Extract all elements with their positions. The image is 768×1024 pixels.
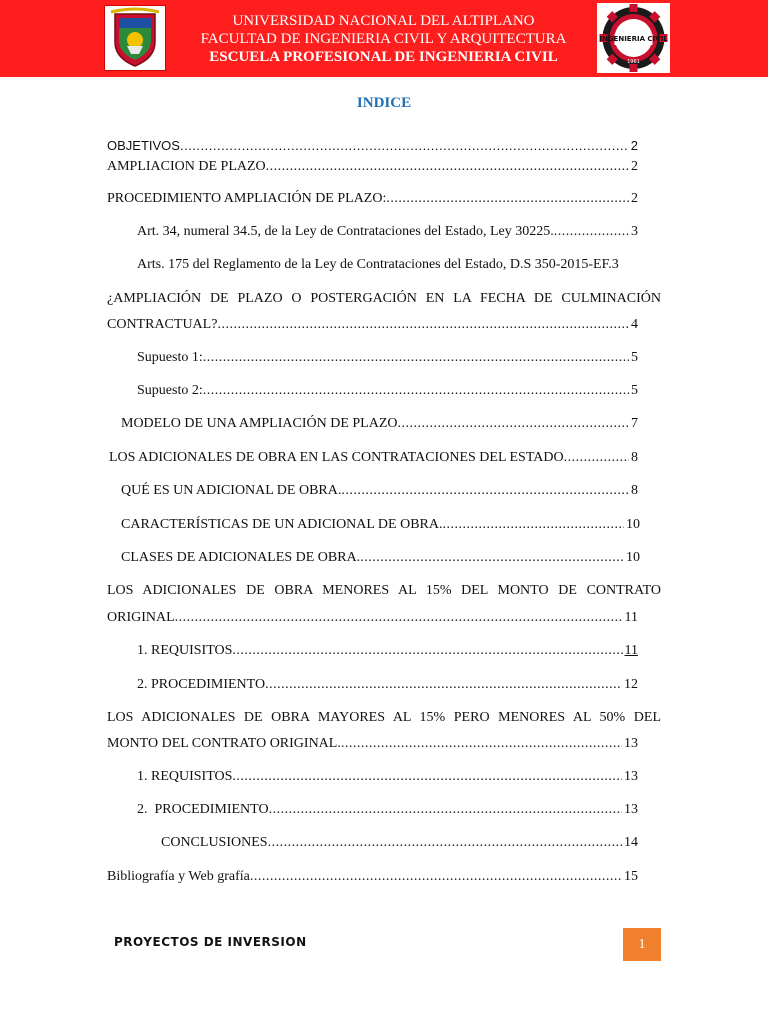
toc-entry-page: 2	[631, 159, 638, 174]
document-header	[0, 0, 768, 77]
toc-entry-page: 10	[626, 517, 640, 532]
toc-entry-title: PROCEDIMIENTO AMPLIACIÓN DE PLAZO:	[107, 191, 387, 206]
toc-entry[interactable]	[121, 415, 638, 433]
toc-entry-page: 4	[631, 317, 638, 332]
toc-entry[interactable]	[137, 382, 638, 400]
toc-entry[interactable]	[137, 768, 638, 786]
toc-entry-title: 2. PROCEDIMIENTO	[137, 802, 269, 817]
university-name: UNIVERSIDAD NACIONAL DEL ALTIPLANO	[232, 13, 535, 29]
toc-entry[interactable]	[109, 449, 638, 467]
toc-entry-title-line1[interactable]: LOS ADICIONALES DE OBRA MENORES AL 15% DEL MONTO DE CONTRATO	[107, 583, 661, 598]
civil-engineering-gear-icon	[597, 3, 670, 73]
university-crest-icon	[104, 5, 166, 71]
toc-entry[interactable]	[121, 516, 640, 534]
toc-entry-page: 10	[626, 550, 640, 565]
footer-course-label: PROYECTOS DE INVERSION	[114, 935, 307, 949]
toc-entry[interactable]	[107, 868, 638, 886]
toc-entry[interactable]	[161, 834, 638, 852]
toc-entry[interactable]	[137, 642, 638, 660]
toc-entry-title: LOS ADICIONALES DE OBRA EN LAS CONTRATACIONES DEL ESTADO	[109, 450, 564, 465]
toc-entry-page: 8	[631, 450, 638, 465]
toc-entry-title-line1[interactable]: ¿AMPLIACIÓN DE PLAZO O POSTERGACIÓN EN LA FECHA DE CULMINACIÓN	[107, 291, 661, 306]
toc-entry-page: 7	[631, 416, 638, 431]
toc-entry[interactable]	[107, 609, 638, 627]
toc-entry-title: QUÉ ES UN ADICIONAL DE OBRA.	[121, 483, 342, 498]
toc-entry[interactable]	[121, 482, 638, 500]
toc-entry-title: Supuesto 2:	[137, 383, 203, 398]
toc-entry-title: 1. REQUISITOS	[137, 769, 233, 784]
toc-entry[interactable]	[137, 676, 638, 694]
toc-entry[interactable]	[107, 735, 638, 753]
toc-entry-title: CLASES DE ADICIONALES DE OBRA.	[121, 550, 361, 565]
toc-entry[interactable]	[137, 801, 638, 819]
toc-entry[interactable]	[121, 549, 640, 567]
toc-entry-page: 13	[624, 802, 638, 817]
toc-entry-title-line2: CONTRACTUAL?	[107, 317, 218, 332]
toc-entry-title: CARACTERÍSTICAS DE UN ADICIONAL DE OBRA.	[121, 517, 443, 532]
toc-entry-page: 8	[631, 483, 638, 498]
header-text	[170, 12, 597, 66]
toc-entry[interactable]	[137, 223, 638, 241]
toc-entry[interactable]	[107, 137, 638, 155]
toc-entry-page: 2	[631, 191, 638, 206]
toc-entry-page: 11	[624, 643, 638, 658]
toc-entry-title: Art. 34, numeral 34.5, de la Ley de Contrataciones del Estado, Ley 30225.	[137, 224, 554, 239]
toc-entry-title-line1[interactable]: LOS ADICIONALES DE OBRA MAYORES AL 15% PERO MENORES AL 50% DEL	[107, 710, 661, 725]
toc-entry-title: Bibliografía y Web grafía	[107, 869, 250, 884]
toc-entry-page: 3	[611, 257, 619, 272]
logo-year: 1961	[627, 59, 640, 65]
toc-entry[interactable]	[137, 256, 658, 274]
page-title: INDICE	[356, 95, 412, 111]
toc-entry-page: 12	[624, 677, 638, 692]
toc-entry-page: 11	[624, 610, 638, 625]
logo-text: INGENIERIA CIVIL	[599, 35, 668, 43]
toc-entry-title-line2: MONTO DEL CONTRATO ORIGINAL.	[107, 736, 341, 751]
toc-entry-page: 14	[624, 835, 638, 850]
toc-entry[interactable]	[107, 190, 638, 208]
toc-entry-page: 15	[624, 869, 638, 884]
toc-entry-page: 2	[630, 138, 638, 153]
toc-entry-page: 3	[631, 224, 638, 239]
page-number: 1	[638, 936, 646, 952]
page-number-badge	[623, 928, 661, 961]
toc-entry-title: 1. REQUISITOS	[137, 643, 233, 658]
toc-entry[interactable]	[107, 316, 638, 334]
toc-entry-title: OBJETIVOS	[107, 138, 180, 153]
toc-entry-title: Arts. 175 del Reglamento de la Ley de Contrataciones del Estado, D.S 350-2015-EF.	[137, 257, 612, 272]
toc-entry-page: 5	[631, 350, 638, 365]
toc-entry-title: AMPLIACION DE PLAZO	[107, 159, 266, 174]
toc-entry-page: 13	[624, 736, 638, 751]
school-name: ESCUELA PROFESIONAL DE INGENIERIA CIVIL	[209, 49, 558, 65]
toc-entry[interactable]	[107, 158, 638, 176]
toc-entry-page: 5	[631, 383, 638, 398]
toc-entry[interactable]	[137, 349, 638, 367]
toc-entry-title-line2: ORIGINAL	[107, 610, 175, 625]
toc-entry-page: 13	[624, 769, 638, 784]
toc-entry-title: Supuesto 1:	[137, 350, 203, 365]
toc-entry-title: 2. PROCEDIMIENTO	[137, 677, 266, 692]
toc-entry-title: MODELO DE UNA AMPLIACIÓN DE PLAZO	[121, 416, 398, 431]
toc-entry-title: CONCLUSIONES	[161, 835, 268, 850]
faculty-name: FACULTAD DE INGENIERIA CIVIL Y ARQUITECTURA	[200, 31, 567, 47]
